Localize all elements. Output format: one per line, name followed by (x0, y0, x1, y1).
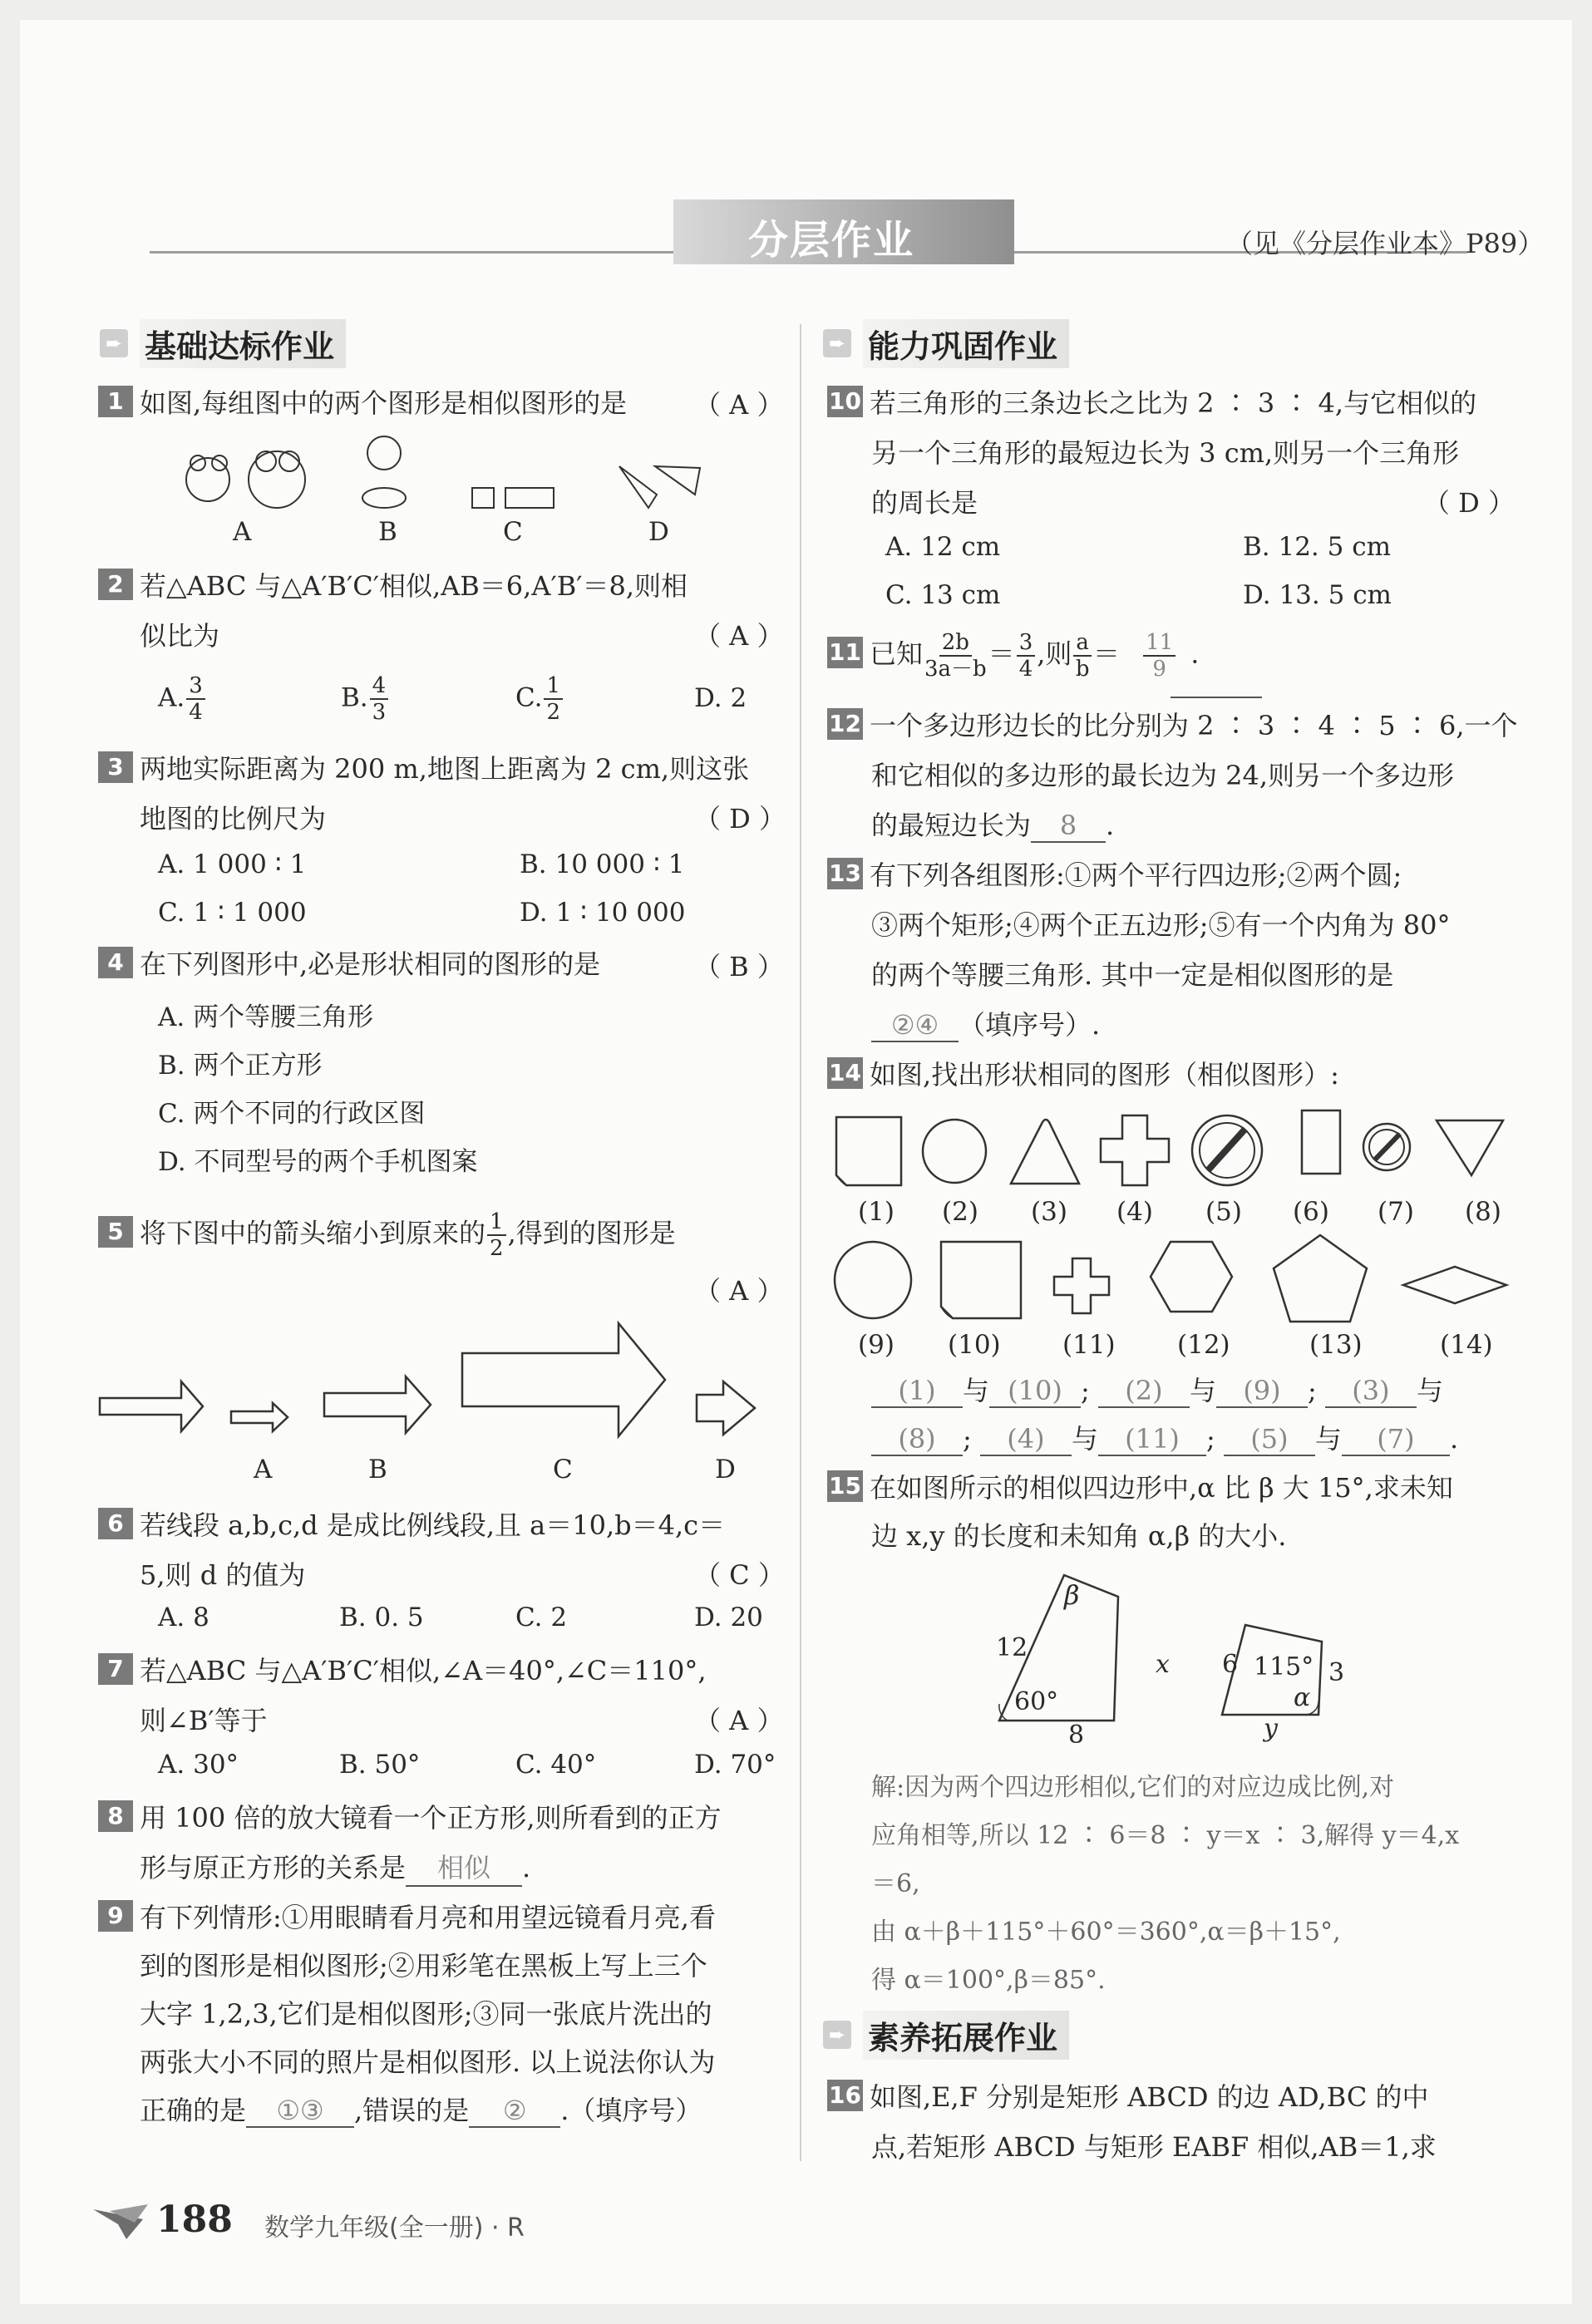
q2-option-a: A. $\frac{3}{4}$ (158, 673, 207, 725)
q14-label-12: (12) (1177, 1330, 1230, 1360)
question-1: 1 如图,每组图中的两个图形是相似图形的是 (98, 382, 627, 421)
q5-label-b: B (368, 1455, 387, 1485)
question-9-line3: 大字 1,2,3,它们是相似图形;③同一张底片洗出的 (140, 1998, 712, 2030)
q15-angle-60: 60° (1014, 1687, 1059, 1716)
q3-option-c: C. 1 ∶ 1 000 (158, 898, 307, 928)
page-number: 188 (156, 2198, 233, 2241)
question-5: 5 将下图中的箭头缩小到原来的 $\frac{1}{2}$ ,得到的图形是 (98, 1209, 676, 1261)
q15-side-3: 3 (1328, 1658, 1345, 1687)
q6-option-b: B. 0. 5 (339, 1603, 424, 1632)
question-10-line2: 另一个三角形的最短边长为 3 cm,则另一个三角形 (871, 437, 1460, 469)
q2-option-c: C. $\frac{1}{2}$ (515, 673, 564, 725)
question-2: 2 若△ABC 与△A′B′C′相似,AB＝6,A′B′＝8,则相 (98, 565, 688, 603)
q15-side-x: x (1156, 1650, 1170, 1679)
question-3: 3 两地实际距离为 200 m,地图上距离为 2 cm,则这张 (98, 748, 749, 786)
answer-1: （ A ） (694, 389, 784, 421)
q5-label-c: C (553, 1455, 573, 1485)
question-10-line3: 的周长是 (871, 487, 978, 519)
q8-blank: 相似 (406, 1847, 522, 1887)
answer-4: （ B ） (694, 951, 784, 982)
q1-label-b: B (378, 517, 397, 547)
question-7-line2: 则∠B′等于 (140, 1705, 268, 1736)
answer-10: （ D ） (1423, 487, 1516, 519)
q14-answers-line2: (8) ; (4) 与 (11) ; (5) 与 (7) . (871, 1418, 1458, 1456)
banner-reference: （见《分层作业本》P89） (1226, 228, 1545, 259)
q5-arrows-figure (98, 1322, 763, 1455)
q15-beta: β (1064, 1579, 1080, 1611)
question-9-line2: 到的图形是相似图形;②用彩笔在黑板上写上三个 (140, 1950, 707, 1982)
question-9: 9 有下列情形:①用眼睛看月亮和用望远镜看月亮,看 (98, 1897, 716, 1935)
q14-label-2: (2) (942, 1197, 978, 1227)
column-divider (800, 324, 801, 2161)
q14-answers-line1: (1) 与 (10) ; (2) 与 (9) ; (3) 与 (871, 1370, 1443, 1408)
q3-option-b: B. 10 000 ∶ 1 (520, 849, 685, 879)
q14-shapes-row1 (830, 1105, 1520, 1201)
q9-blank-correct: ①③ (246, 2095, 354, 2128)
q14-label-3: (3) (1031, 1197, 1067, 1227)
book-title: 数学九年级(全一册) · R (264, 2213, 525, 2243)
q5-label-d: D (715, 1455, 736, 1485)
q1-figure (175, 428, 715, 511)
q15-side-y: y (1264, 1714, 1278, 1743)
q14-shapes-row2 (830, 1230, 1520, 1338)
q15-angle-115: 115° (1254, 1652, 1314, 1681)
q9-blank-wrong: ② (469, 2095, 560, 2128)
q15-side-6: 6 (1222, 1650, 1239, 1679)
q15-solution-1: 解:因为两个四边形相似,它们的对应边成比例,对 (871, 1773, 1395, 1802)
footer-logo-icon (93, 2203, 151, 2244)
answer-3: （ D ） (694, 803, 786, 835)
q10-option-d: D. 13. 5 cm (1243, 580, 1392, 610)
q4-option-a: A. 两个等腰三角形 (158, 1002, 374, 1032)
q4-option-b: B. 两个正方形 (158, 1051, 323, 1081)
q14-label-10: (10) (948, 1330, 1001, 1360)
arrow-icon: ➨ (823, 2021, 851, 2049)
question-14: 14 如图,找出形状相同的图形（相似图形）: (829, 1059, 1339, 1091)
question-13-line4: ②④ （填序号）. (871, 1004, 1100, 1042)
q15-solution-2: 应角相等,所以 12 ∶ 6＝8 ∶ y＝x ∶ 3,解得 y＝4,x (871, 1821, 1460, 1850)
q14-label-6: (6) (1293, 1197, 1329, 1227)
question-9-line4: 两张大小不同的照片是相似图形. 以上说法你认为 (140, 2046, 716, 2078)
question-9-line5: 正确的是 ①③ ,错误的是 ② .（填序号） (140, 2095, 702, 2126)
q15-solution-5: 得 α＝100°,β＝85°. (871, 1966, 1106, 1995)
q11-blank-line (1171, 697, 1262, 698)
q13-blank: ②④ (871, 1009, 959, 1042)
q14-label-1: (1) (858, 1197, 895, 1227)
question-8: 8 用 100 倍的放大镜看一个正方形,则所看到的正方 (98, 1797, 722, 1835)
banner-line-left (150, 251, 682, 254)
q10-option-b: B. 12. 5 cm (1243, 532, 1391, 562)
question-15: 15 在如图所示的相似四边形中,α 比 β 大 15°,求未知 (829, 1472, 1453, 1504)
q10-option-a: A. 12 cm (885, 532, 1001, 562)
q14-label-5: (5) (1205, 1197, 1242, 1227)
q2-option-d: D. 2 (694, 683, 747, 713)
question-13: 13 有下列各组图形:①两个平行四边形;②两个圆; (829, 859, 1402, 891)
question-6: 6 若线段 a,b,c,d 是成比例线段,且 a＝10,b＝4,c＝ (98, 1504, 725, 1543)
question-8-line2: 形与原正方形的关系是 相似 . (140, 1847, 530, 1887)
q4-option-c: C. 两个不同的行政区图 (158, 1099, 426, 1129)
q2-option-b: B. $\frac{4}{3}$ (341, 673, 390, 725)
q15-solution-4: 由 α＋β＋115°＋60°＝360°,α＝β＋15°, (871, 1918, 1341, 1947)
q15-side-12: 12 (996, 1633, 1028, 1662)
question-12-line2: 和它相似的多边形的最长边为 24,则另一个多边形 (871, 760, 1455, 791)
q10-option-c: C. 13 cm (885, 580, 1001, 610)
q14-label-14: (14) (1440, 1330, 1493, 1360)
question-16: 16 如图,E,F 分别是矩形 ABCD 的边 AD,BC 的中 (829, 2081, 1429, 2113)
question-7: 7 若△ABC 与△A′B′C′相似,∠A＝40°,∠C＝110°, (98, 1650, 707, 1688)
q7-option-c: C. 40° (515, 1750, 597, 1780)
q14-label-4: (4) (1116, 1197, 1153, 1227)
answer-2: （ A ） (694, 620, 784, 652)
q14-label-11: (11) (1062, 1330, 1116, 1360)
q6-option-c: C. 2 (515, 1603, 568, 1632)
question-2-line2: 似比为 (140, 620, 220, 652)
section-ability: ➨ 能力巩固作业 (823, 320, 1069, 367)
q7-option-d: D. 70° (694, 1750, 776, 1780)
arrow-icon: ➨ (100, 329, 128, 357)
q7-option-b: B. 50° (339, 1750, 421, 1780)
q15-alpha: α (1294, 1683, 1311, 1712)
q15-solution-3: ＝6, (871, 1869, 920, 1898)
answer-7: （ A ） (694, 1705, 784, 1736)
q14-label-13: (13) (1309, 1330, 1363, 1360)
q6-option-a: A. 8 (158, 1603, 209, 1632)
q4-option-d: D. 不同型号的两个手机图案 (158, 1147, 478, 1177)
question-12: 12 一个多边形边长的比分别为 2 ∶ 3 ∶ 4 ∶ 5 ∶ 6,一个 (829, 710, 1518, 741)
section-extension: ➨ 素养拓展作业 (823, 2011, 1069, 2058)
q3-option-d: D. 1 ∶ 10 000 (520, 898, 686, 928)
question-4: 4 在下列图形中,必是形状相同的图形的是 (98, 943, 600, 982)
q14-label-7: (7) (1378, 1197, 1414, 1227)
question-15-line2: 边 x,y 的长度和未知角 α,β 的大小. (871, 1520, 1287, 1552)
q6-option-d: D. 20 (694, 1603, 763, 1632)
q3-option-a: A. 1 000 ∶ 1 (158, 849, 307, 879)
answer-6: （ C ） (694, 1559, 785, 1591)
q7-option-a: A. 30° (158, 1750, 239, 1780)
question-16-line2: 点,若矩形 ABCD 与矩形 EABF 相似,AB＝1,求 (871, 2131, 1437, 2163)
answer-5: （ A ） (694, 1275, 784, 1307)
question-13-line3: 的两个等腰三角形. 其中一定是相似图形的是 (871, 959, 1394, 991)
q15-side-8: 8 (1068, 1721, 1085, 1750)
q11-answer: $\frac{11}{9}$ (1143, 630, 1176, 682)
q1-label-c: C (503, 517, 523, 547)
q5-label-a: A (254, 1455, 273, 1485)
banner-title: 分层作业 (748, 217, 915, 263)
section-basic: ➨ 基础达标作业 (100, 320, 346, 367)
q14-label-8: (8) (1465, 1197, 1501, 1227)
question-13-line2: ③两个矩形;④两个正五边形;⑤有一个内角为 80° (871, 909, 1451, 941)
question-11: 11 已知 $\frac{2b}{3a-b}$ ＝ $\frac{3}{4}$ ,则 $\frac{a}{b}$ ＝ $\frac{11}{9}$ . (829, 630, 1200, 682)
q1-label-a: A (233, 517, 252, 547)
question-3-line2: 地图的比例尺为 (140, 803, 327, 835)
q1-label-d: D (648, 517, 669, 547)
q14-label-9: (9) (858, 1330, 895, 1360)
question-6-line2: 5,则 d 的值为 (140, 1559, 306, 1591)
question-10: 10 若三角形的三条边长之比为 2 ∶ 3 ∶ 4,与它相似的 (829, 387, 1477, 419)
q12-blank: 8 (1031, 810, 1106, 843)
arrow-icon: ➨ (823, 329, 851, 357)
question-12-line3: 的最短边长为 8 . (871, 810, 1115, 841)
